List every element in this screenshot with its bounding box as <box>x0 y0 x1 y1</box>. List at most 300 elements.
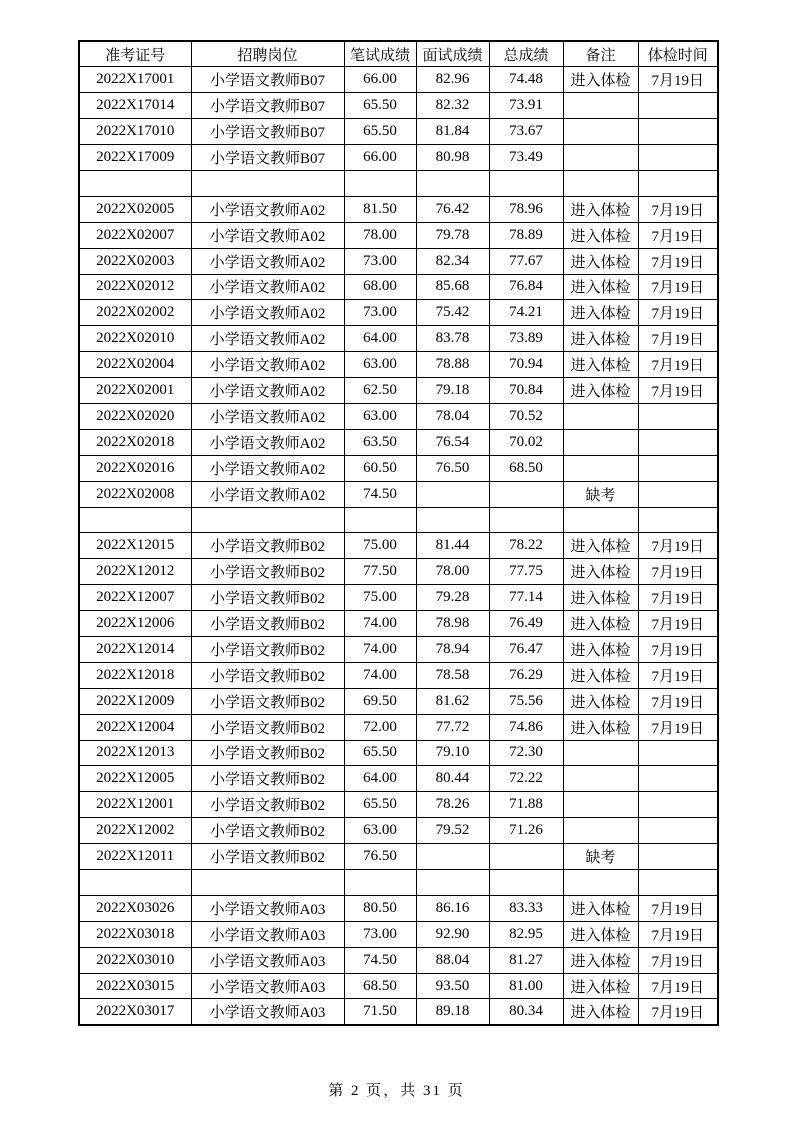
score-table <box>78 40 719 1026</box>
table-cell: 81.44 <box>416 533 489 559</box>
table-cell: 76.50 <box>416 455 489 481</box>
table-cell: 7月19日 <box>638 921 718 947</box>
table-row <box>79 248 718 274</box>
table-cell: 7月19日 <box>638 378 718 404</box>
table-cell: 80.50 <box>344 895 416 921</box>
table-cell: 小学语文教师B02 <box>191 533 344 559</box>
table-cell <box>563 792 638 818</box>
table-row <box>79 792 718 818</box>
table-cell: 76.47 <box>489 636 563 662</box>
table-row <box>79 119 718 145</box>
table-cell: 进入体检 <box>563 947 638 973</box>
table-cell: 进入体检 <box>563 326 638 352</box>
table-cell: 进入体检 <box>563 662 638 688</box>
score-table-body <box>79 67 718 1025</box>
table-cell: 81.84 <box>416 119 489 145</box>
table-cell <box>191 870 344 896</box>
header-cell: 准考证号 <box>79 41 191 67</box>
table-cell: 65.50 <box>344 792 416 818</box>
table-cell: 74.48 <box>489 67 563 93</box>
table-cell <box>563 818 638 844</box>
table-cell: 进入体检 <box>563 973 638 999</box>
table-cell: 2022X17010 <box>79 119 191 145</box>
table-cell: 小学语文教师B07 <box>191 145 344 171</box>
table-cell: 76.84 <box>489 274 563 300</box>
table-cell: 75.42 <box>416 300 489 326</box>
table-cell: 7月19日 <box>638 688 718 714</box>
table-cell: 7月19日 <box>638 222 718 248</box>
table-cell: 73.00 <box>344 921 416 947</box>
table-cell: 小学语文教师B02 <box>191 585 344 611</box>
table-cell <box>416 170 489 196</box>
table-cell: 81.27 <box>489 947 563 973</box>
table-cell: 2022X12006 <box>79 611 191 637</box>
table-cell: 小学语文教师A03 <box>191 973 344 999</box>
table-row <box>79 895 718 921</box>
table-cell: 7月19日 <box>638 274 718 300</box>
table-cell: 2022X02002 <box>79 300 191 326</box>
table-cell: 63.00 <box>344 352 416 378</box>
table-cell <box>638 870 718 896</box>
table-cell: 小学语文教师A02 <box>191 300 344 326</box>
table-cell: 78.22 <box>489 533 563 559</box>
table-cell: 74.00 <box>344 636 416 662</box>
table-cell: 63.50 <box>344 429 416 455</box>
table-cell: 进入体检 <box>563 222 638 248</box>
table-cell: 小学语文教师A02 <box>191 196 344 222</box>
table-cell <box>638 766 718 792</box>
table-cell: 72.00 <box>344 714 416 740</box>
table-cell: 7月19日 <box>638 714 718 740</box>
table-cell: 71.50 <box>344 999 416 1025</box>
table-cell: 79.78 <box>416 222 489 248</box>
table-cell: 63.00 <box>344 818 416 844</box>
table-cell: 64.00 <box>344 326 416 352</box>
table-cell: 小学语文教师A02 <box>191 455 344 481</box>
table-cell: 78.89 <box>489 222 563 248</box>
table-cell: 89.18 <box>416 999 489 1025</box>
table-cell: 68.00 <box>344 274 416 300</box>
table-cell: 93.50 <box>416 973 489 999</box>
table-cell: 2022X12018 <box>79 662 191 688</box>
table-cell <box>638 507 718 533</box>
table-cell: 7月19日 <box>638 326 718 352</box>
table-cell: 79.52 <box>416 818 489 844</box>
table-cell: 70.94 <box>489 352 563 378</box>
table-cell: 小学语文教师A02 <box>191 429 344 455</box>
table-cell <box>563 766 638 792</box>
table-cell: 7月19日 <box>638 973 718 999</box>
table-cell: 进入体检 <box>563 274 638 300</box>
table-cell: 7月19日 <box>638 895 718 921</box>
table-cell: 83.78 <box>416 326 489 352</box>
table-cell: 2022X02007 <box>79 222 191 248</box>
table-cell <box>638 844 718 870</box>
table-cell: 75.56 <box>489 688 563 714</box>
header-cell: 体检时间 <box>638 41 718 67</box>
table-cell: 小学语文教师A03 <box>191 947 344 973</box>
table-row <box>79 352 718 378</box>
table-cell: 92.90 <box>416 921 489 947</box>
table-cell: 2022X02012 <box>79 274 191 300</box>
table-cell <box>191 170 344 196</box>
header-cell: 总成绩 <box>489 41 563 67</box>
table-row <box>79 93 718 119</box>
table-cell: 2022X12001 <box>79 792 191 818</box>
header-row <box>79 41 718 67</box>
table-cell: 小学语文教师A02 <box>191 222 344 248</box>
table-cell: 进入体检 <box>563 714 638 740</box>
table-cell: 进入体检 <box>563 688 638 714</box>
header-cell: 备注 <box>563 41 638 67</box>
table-cell <box>344 870 416 896</box>
table-cell: 78.58 <box>416 662 489 688</box>
table-cell <box>638 93 718 119</box>
table-row <box>79 378 718 404</box>
table-cell: 78.00 <box>416 559 489 585</box>
table-cell: 7月19日 <box>638 196 718 222</box>
table-cell: 小学语文教师B02 <box>191 662 344 688</box>
table-cell <box>563 119 638 145</box>
header-cell: 招聘岗位 <box>191 41 344 67</box>
table-cell: 2022X03026 <box>79 895 191 921</box>
table-row <box>79 429 718 455</box>
table-cell: 78.00 <box>344 222 416 248</box>
table-cell: 78.94 <box>416 636 489 662</box>
table-row <box>79 533 718 559</box>
table-cell: 73.91 <box>489 93 563 119</box>
table-cell: 76.42 <box>416 196 489 222</box>
table-cell: 小学语文教师A03 <box>191 921 344 947</box>
table-cell: 2022X03010 <box>79 947 191 973</box>
table-cell: 66.00 <box>344 145 416 171</box>
table-cell: 65.50 <box>344 119 416 145</box>
table-cell: 2022X03018 <box>79 921 191 947</box>
table-cell: 70.84 <box>489 378 563 404</box>
table-cell: 缺考 <box>563 481 638 507</box>
table-cell: 69.50 <box>344 688 416 714</box>
table-row <box>79 947 718 973</box>
table-cell: 进入体检 <box>563 921 638 947</box>
spacer-row <box>79 170 718 196</box>
table-cell: 7月19日 <box>638 999 718 1025</box>
table-cell <box>563 145 638 171</box>
table-cell: 进入体检 <box>563 559 638 585</box>
table-cell: 进入体检 <box>563 196 638 222</box>
table-cell <box>416 870 489 896</box>
table-row <box>79 921 718 947</box>
table-cell: 7月19日 <box>638 611 718 637</box>
table-cell: 74.86 <box>489 714 563 740</box>
table-cell: 2022X02008 <box>79 481 191 507</box>
table-cell <box>563 455 638 481</box>
table-cell <box>489 481 563 507</box>
table-cell: 小学语文教师B07 <box>191 67 344 93</box>
table-row <box>79 688 718 714</box>
table-cell: 2022X03015 <box>79 973 191 999</box>
table-cell <box>489 870 563 896</box>
table-cell: 80.44 <box>416 766 489 792</box>
table-cell: 小学语文教师A02 <box>191 274 344 300</box>
table-cell: 进入体检 <box>563 300 638 326</box>
table-cell: 65.50 <box>344 740 416 766</box>
table-cell: 78.98 <box>416 611 489 637</box>
table-cell: 73.00 <box>344 248 416 274</box>
table-cell: 79.10 <box>416 740 489 766</box>
table-cell <box>638 429 718 455</box>
table-cell: 83.33 <box>489 895 563 921</box>
table-cell: 76.50 <box>344 844 416 870</box>
table-cell: 小学语文教师B02 <box>191 559 344 585</box>
table-row <box>79 636 718 662</box>
header-cell: 笔试成绩 <box>344 41 416 67</box>
table-cell <box>563 429 638 455</box>
table-cell <box>344 170 416 196</box>
table-cell: 82.34 <box>416 248 489 274</box>
page-number-footer: 第 2 页，共 31 页 <box>328 1083 465 1099</box>
table-row <box>79 326 718 352</box>
table-cell: 7月19日 <box>638 67 718 93</box>
table-cell <box>489 844 563 870</box>
table-row <box>79 662 718 688</box>
table-cell: 78.96 <box>489 196 563 222</box>
table-cell: 2022X02005 <box>79 196 191 222</box>
table-cell: 2022X17001 <box>79 67 191 93</box>
table-row <box>79 196 718 222</box>
table-cell: 2022X02010 <box>79 326 191 352</box>
table-cell: 60.50 <box>344 455 416 481</box>
table-cell: 小学语文教师B02 <box>191 844 344 870</box>
table-cell: 2022X12004 <box>79 714 191 740</box>
table-row <box>79 455 718 481</box>
table-cell: 小学语文教师B02 <box>191 688 344 714</box>
table-row <box>79 559 718 585</box>
table-cell: 70.02 <box>489 429 563 455</box>
table-cell: 81.50 <box>344 196 416 222</box>
table-cell: 70.52 <box>489 403 563 429</box>
table-cell: 78.04 <box>416 403 489 429</box>
table-cell: 77.75 <box>489 559 563 585</box>
table-cell <box>191 507 344 533</box>
table-cell: 进入体检 <box>563 999 638 1025</box>
table-cell: 小学语文教师B07 <box>191 119 344 145</box>
table-cell: 2022X12012 <box>79 559 191 585</box>
table-cell: 小学语文教师A02 <box>191 481 344 507</box>
table-cell <box>79 170 191 196</box>
table-cell: 72.30 <box>489 740 563 766</box>
table-cell <box>489 507 563 533</box>
table-cell: 77.14 <box>489 585 563 611</box>
table-cell <box>344 507 416 533</box>
table-cell: 7月19日 <box>638 300 718 326</box>
table-cell <box>638 170 718 196</box>
table-cell: 7月19日 <box>638 636 718 662</box>
table-cell: 2022X12007 <box>79 585 191 611</box>
table-cell: 小学语文教师A03 <box>191 999 344 1025</box>
table-cell: 82.32 <box>416 93 489 119</box>
table-cell <box>79 870 191 896</box>
table-cell: 2022X12015 <box>79 533 191 559</box>
table-cell: 74.00 <box>344 611 416 637</box>
table-cell: 78.26 <box>416 792 489 818</box>
table-row <box>79 145 718 171</box>
table-row <box>79 844 718 870</box>
table-cell: 进入体检 <box>563 611 638 637</box>
table-row <box>79 300 718 326</box>
table-cell: 小学语文教师B02 <box>191 714 344 740</box>
table-cell: 71.26 <box>489 818 563 844</box>
table-cell: 81.62 <box>416 688 489 714</box>
table-cell: 76.29 <box>489 662 563 688</box>
table-cell: 77.50 <box>344 559 416 585</box>
table-cell <box>638 403 718 429</box>
table-row <box>79 67 718 93</box>
table-row <box>79 740 718 766</box>
table-cell: 72.22 <box>489 766 563 792</box>
table-cell: 7月19日 <box>638 559 718 585</box>
table-cell: 进入体检 <box>563 895 638 921</box>
table-cell: 2022X12013 <box>79 740 191 766</box>
table-row <box>79 222 718 248</box>
table-cell: 74.21 <box>489 300 563 326</box>
table-cell: 73.00 <box>344 300 416 326</box>
table-cell: 62.50 <box>344 378 416 404</box>
table-cell: 76.49 <box>489 611 563 637</box>
table-cell <box>563 507 638 533</box>
table-cell <box>638 481 718 507</box>
table-cell: 7月19日 <box>638 533 718 559</box>
table-cell: 79.28 <box>416 585 489 611</box>
table-cell: 2022X02003 <box>79 248 191 274</box>
table-cell: 小学语文教师A02 <box>191 326 344 352</box>
table-cell: 7月19日 <box>638 352 718 378</box>
table-cell: 80.34 <box>489 999 563 1025</box>
table-cell: 2022X03017 <box>79 999 191 1025</box>
table-cell: 进入体检 <box>563 67 638 93</box>
table-cell: 小学语文教师B02 <box>191 766 344 792</box>
table-cell: 小学语文教师A02 <box>191 352 344 378</box>
table-cell: 进入体检 <box>563 378 638 404</box>
table-row <box>79 999 718 1025</box>
table-cell <box>416 844 489 870</box>
table-row <box>79 481 718 507</box>
table-cell: 进入体检 <box>563 636 638 662</box>
table-cell: 进入体检 <box>563 248 638 274</box>
table-cell <box>489 170 563 196</box>
table-cell: 2022X02001 <box>79 378 191 404</box>
table-cell: 2022X02004 <box>79 352 191 378</box>
table-cell: 75.00 <box>344 585 416 611</box>
table-cell <box>563 870 638 896</box>
table-cell <box>563 403 638 429</box>
table-cell: 78.88 <box>416 352 489 378</box>
table-row <box>79 585 718 611</box>
table-cell: 2022X02018 <box>79 429 191 455</box>
table-cell: 63.00 <box>344 403 416 429</box>
spacer-row <box>79 507 718 533</box>
table-cell: 小学语文教师B02 <box>191 818 344 844</box>
table-cell: 81.00 <box>489 973 563 999</box>
table-cell: 68.50 <box>344 973 416 999</box>
table-cell <box>638 145 718 171</box>
table-cell: 2022X17014 <box>79 93 191 119</box>
table-cell: 2022X12011 <box>79 844 191 870</box>
table-cell <box>638 455 718 481</box>
table-cell: 小学语文教师A02 <box>191 378 344 404</box>
table-cell: 小学语文教师B02 <box>191 792 344 818</box>
table-cell: 小学语文教师B02 <box>191 636 344 662</box>
table-cell: 2022X12009 <box>79 688 191 714</box>
table-cell: 小学语文教师B07 <box>191 93 344 119</box>
table-row <box>79 766 718 792</box>
table-cell: 75.00 <box>344 533 416 559</box>
table-cell <box>638 818 718 844</box>
table-cell: 进入体检 <box>563 585 638 611</box>
table-cell <box>563 93 638 119</box>
table-cell: 82.96 <box>416 67 489 93</box>
table-cell <box>416 481 489 507</box>
table-row <box>79 274 718 300</box>
table-row <box>79 403 718 429</box>
table-cell: 小学语文教师A02 <box>191 248 344 274</box>
table-cell: 71.88 <box>489 792 563 818</box>
table-cell: 73.89 <box>489 326 563 352</box>
table-cell: 2022X17009 <box>79 145 191 171</box>
table-cell: 7月19日 <box>638 662 718 688</box>
table-cell: 68.50 <box>489 455 563 481</box>
table-row <box>79 714 718 740</box>
table-row <box>79 973 718 999</box>
table-cell <box>638 119 718 145</box>
table-cell: 7月19日 <box>638 248 718 274</box>
table-cell <box>416 507 489 533</box>
table-cell: 进入体检 <box>563 352 638 378</box>
table-cell: 缺考 <box>563 844 638 870</box>
table-cell: 小学语文教师B02 <box>191 740 344 766</box>
table-cell: 74.50 <box>344 481 416 507</box>
spacer-row <box>79 870 718 896</box>
table-cell: 2022X12014 <box>79 636 191 662</box>
table-row <box>79 611 718 637</box>
header-cell: 面试成绩 <box>416 41 489 67</box>
table-cell: 2022X12005 <box>79 766 191 792</box>
table-cell: 小学语文教师A02 <box>191 403 344 429</box>
table-cell: 2022X02016 <box>79 455 191 481</box>
table-cell: 7月19日 <box>638 947 718 973</box>
table-cell: 7月19日 <box>638 585 718 611</box>
table-cell: 64.00 <box>344 766 416 792</box>
table-cell: 66.00 <box>344 67 416 93</box>
table-cell: 79.18 <box>416 378 489 404</box>
table-cell: 74.00 <box>344 662 416 688</box>
table-cell: 86.16 <box>416 895 489 921</box>
table-cell: 76.54 <box>416 429 489 455</box>
table-cell <box>79 507 191 533</box>
table-cell: 77.72 <box>416 714 489 740</box>
table-cell: 88.04 <box>416 947 489 973</box>
table-cell <box>563 740 638 766</box>
table-cell: 74.50 <box>344 947 416 973</box>
table-cell: 82.95 <box>489 921 563 947</box>
table-cell: 73.49 <box>489 145 563 171</box>
table-cell: 小学语文教师A03 <box>191 895 344 921</box>
table-cell: 85.68 <box>416 274 489 300</box>
table-cell: 77.67 <box>489 248 563 274</box>
table-row <box>79 818 718 844</box>
table-cell <box>638 792 718 818</box>
table-cell <box>563 170 638 196</box>
table-cell: 进入体检 <box>563 533 638 559</box>
